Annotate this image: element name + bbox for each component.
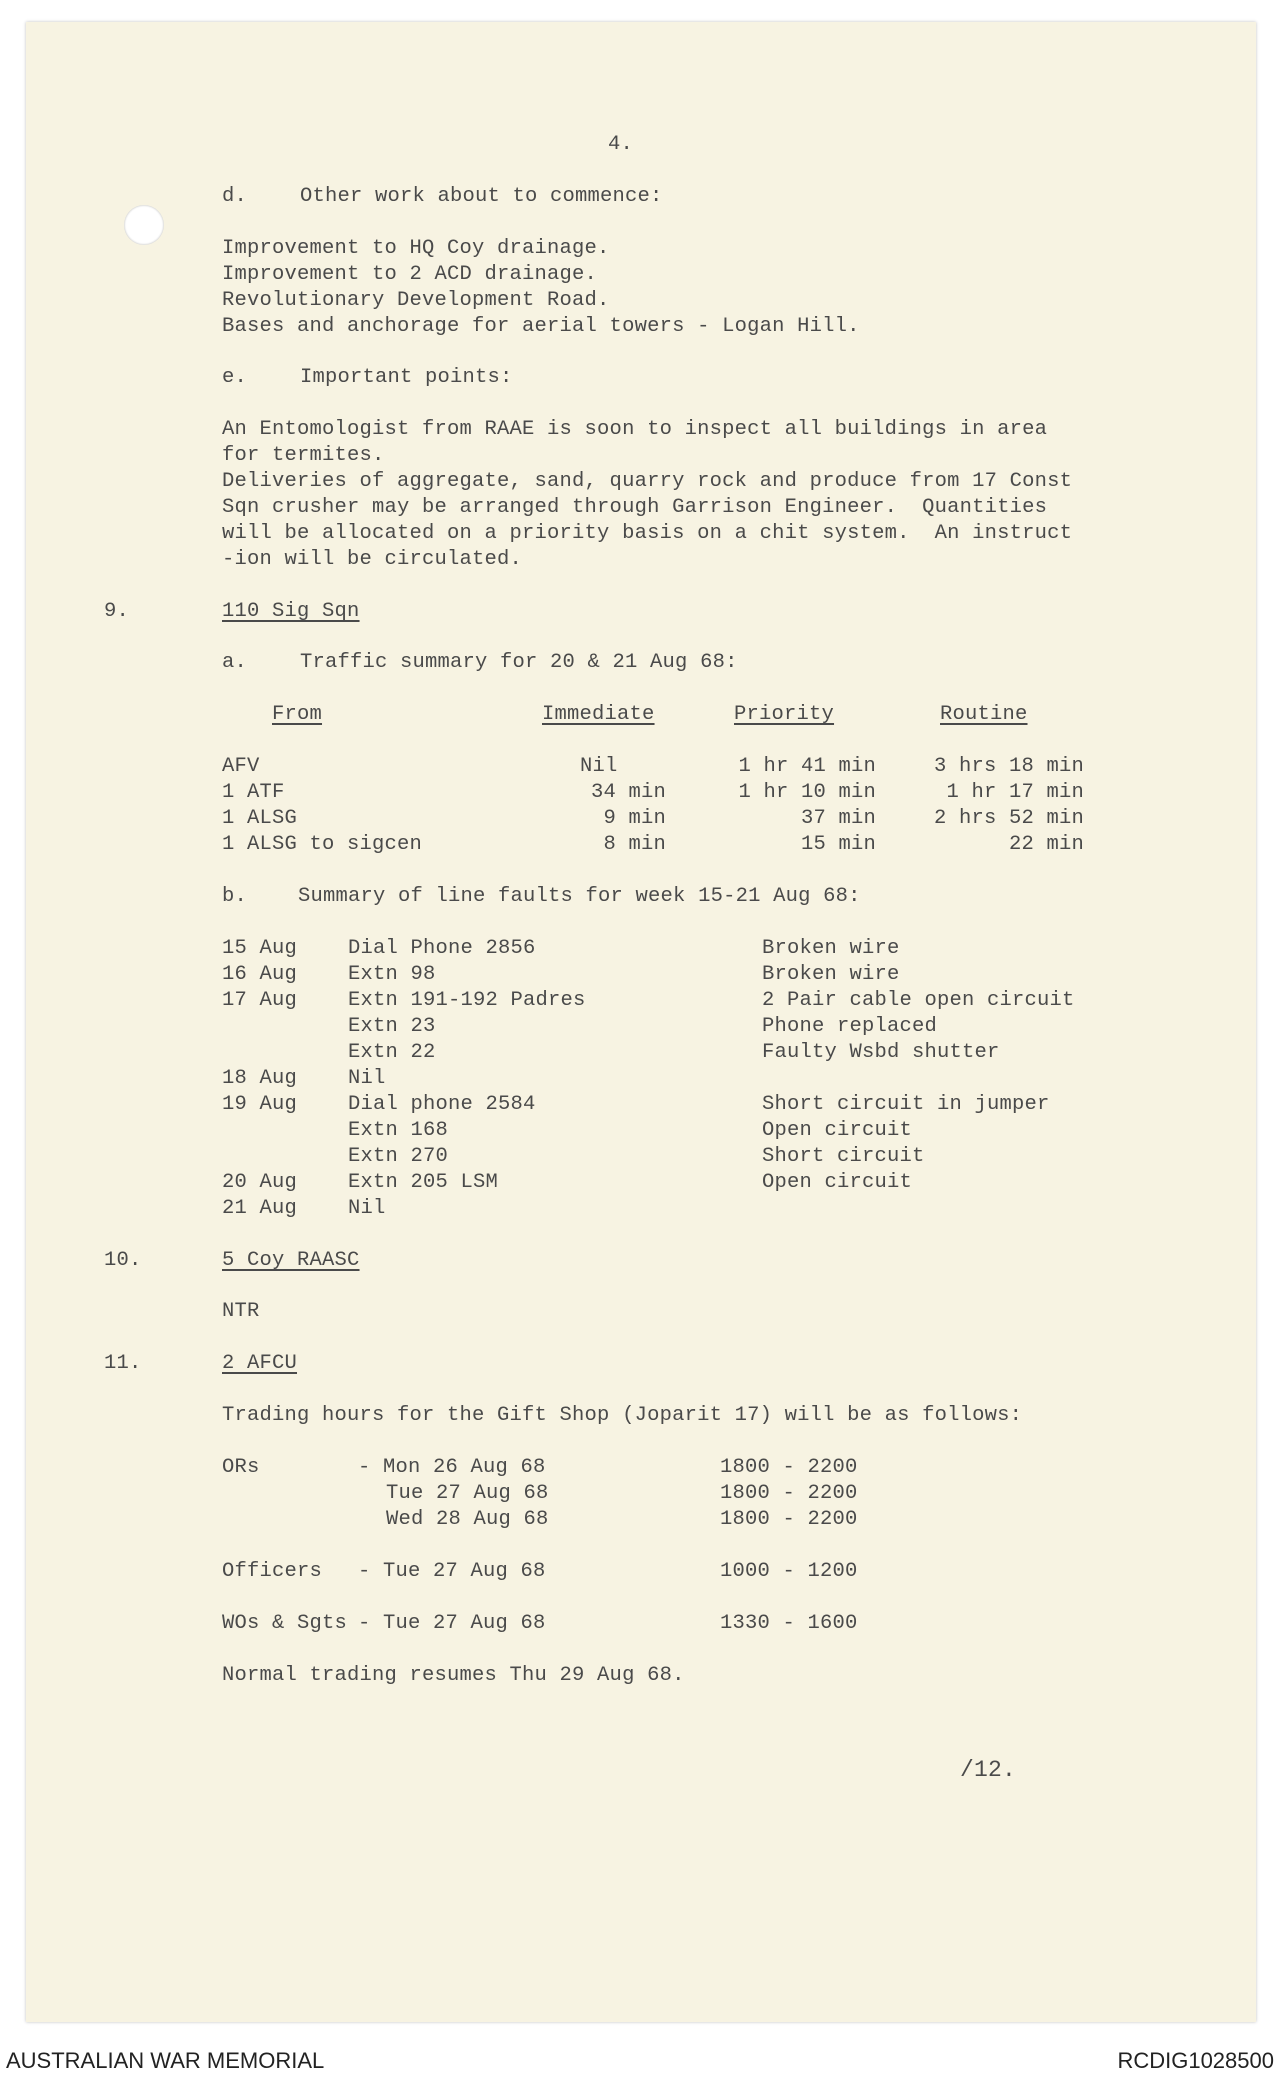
line-faults-label: b.: [222, 885, 248, 908]
traffic-routine: 22 min: [1008, 833, 1084, 856]
fault-extension: Extn 205 LSM: [348, 1171, 499, 1194]
fault-extension: Extn 168: [348, 1119, 449, 1142]
fault-extension: Extn 23: [348, 1015, 436, 1038]
fault-date: 20 Aug: [222, 1171, 298, 1194]
traffic-col-from: From: [272, 703, 323, 726]
traffic-routine: 1 hr 17 min: [946, 781, 1084, 804]
traffic-immediate: 34 min: [590, 781, 666, 804]
traffic-routine: 2 hrs 52 min: [933, 807, 1084, 830]
item-9-title: 110 Sig Sqn: [222, 600, 360, 623]
fault-extension: Extn 98: [348, 963, 436, 986]
item-9-number: 9.: [104, 600, 130, 623]
item-10-body: NTR: [222, 1300, 260, 1323]
section-d-heading: Other work about to commence:: [300, 185, 663, 208]
punch-hole: [124, 205, 164, 245]
traffic-heading: Traffic summary for 20 & 21 Aug 68:: [300, 651, 738, 674]
traffic-col-immediate: Immediate: [542, 703, 655, 726]
traffic-immediate: 9 min: [603, 807, 666, 830]
line-faults-heading: Summary of line faults for week 15-21 Aug 68:: [298, 885, 861, 908]
schedule-hours: 1000 - 1200: [720, 1560, 858, 1583]
traffic-from: 1 ATF: [222, 781, 285, 804]
schedule-hours: 1800 - 2200: [720, 1508, 858, 1531]
fault-date: 18 Aug: [222, 1067, 298, 1090]
section-e-line: Deliveries of aggregate, sand, quarry rock and produce from 17 Const: [222, 470, 1073, 493]
schedule-date: Tue 27 Aug 68: [386, 1482, 549, 1505]
section-e-line: will be allocated on a priority basis on a chit system. An instruct: [222, 522, 1073, 545]
traffic-col-priority: Priority: [734, 703, 835, 726]
fault-description: Broken wire: [762, 963, 900, 986]
fault-description: 2 Pair cable open circuit: [762, 989, 1075, 1012]
fault-date: 21 Aug: [222, 1197, 298, 1220]
fault-date: 16 Aug: [222, 963, 298, 986]
schedule-date: - Tue 27 Aug 68: [358, 1612, 546, 1635]
fault-date: 15 Aug: [222, 937, 298, 960]
traffic-from: 1 ALSG: [222, 807, 298, 830]
section-e-label: e.: [222, 366, 248, 389]
section-e-line: for termites.: [222, 444, 385, 467]
fault-description: Open circuit: [762, 1171, 913, 1194]
fault-description: Phone replaced: [762, 1015, 938, 1038]
schedule-group: Officers: [222, 1560, 323, 1583]
section-e-line: -ion will be circulated.: [222, 548, 523, 571]
section-d-item: Improvement to 2 ACD drainage.: [222, 263, 598, 286]
schedule-group: WOs & Sgts: [222, 1612, 348, 1635]
item-10-title: 5 Coy RAASC: [222, 1249, 360, 1272]
traffic-immediate: 8 min: [603, 833, 666, 856]
fault-extension: Extn 270: [348, 1145, 449, 1168]
traffic-routine: 3 hrs 18 min: [933, 755, 1084, 778]
section-d-label: d.: [222, 185, 248, 208]
section-d-item: Revolutionary Development Road.: [222, 289, 610, 312]
fault-extension: Extn 191-192 Padres: [348, 989, 586, 1012]
schedule-hours: 1330 - 1600: [720, 1612, 858, 1635]
traffic-label: a.: [222, 651, 248, 674]
fault-description: Short circuit: [762, 1145, 925, 1168]
document-page: [26, 22, 1256, 2022]
fault-description: Broken wire: [762, 937, 900, 960]
section-e-line: Sqn crusher may be arranged through Garrison Engineer. Quantities: [222, 496, 1048, 519]
section-d-item: Improvement to HQ Coy drainage.: [222, 237, 610, 260]
traffic-from: 1 ALSG to sigcen: [222, 833, 423, 856]
schedule-hours: 1800 - 2200: [720, 1482, 858, 1505]
fault-extension: Nil: [348, 1067, 386, 1090]
item-11-title: 2 AFCU: [222, 1352, 298, 1375]
traffic-priority: 1 hr 10 min: [738, 781, 876, 804]
section-d-item: Bases and anchorage for aerial towers - Logan Hill.: [222, 315, 860, 338]
fault-extension: Extn 22: [348, 1041, 436, 1064]
page-number: 4.: [608, 133, 634, 156]
fault-date: 17 Aug: [222, 989, 298, 1012]
fault-extension: Nil: [348, 1197, 386, 1220]
section-e-line: An Entomologist from RAAE is soon to inspect all buildings in area: [222, 418, 1048, 441]
footer-right: RCDIG1028500: [1117, 2048, 1274, 2073]
schedule-date: - Tue 27 Aug 68: [358, 1560, 546, 1583]
item-11-intro: Trading hours for the Gift Shop (Joparit 17) will be as follows:: [222, 1404, 1023, 1427]
fault-extension: Dial phone 2584: [348, 1093, 536, 1116]
schedule-date: - Mon 26 Aug 68: [358, 1456, 546, 1479]
item-11-closing: Normal trading resumes Thu 29 Aug 68.: [222, 1664, 685, 1687]
schedule-group: ORs: [222, 1456, 260, 1479]
traffic-priority: 37 min: [800, 807, 876, 830]
traffic-from: AFV: [222, 755, 260, 778]
next-page-marker: /12.: [960, 1757, 1017, 1783]
fault-description: Short circuit in jumper: [762, 1093, 1050, 1116]
footer-left: AUSTRALIAN WAR MEMORIAL: [6, 2048, 325, 2073]
item-10-number: 10.: [104, 1249, 142, 1272]
item-11-number: 11.: [104, 1352, 142, 1375]
traffic-priority: 15 min: [800, 833, 876, 856]
section-e-heading: Important points:: [300, 366, 513, 389]
traffic-col-routine: Routine: [940, 703, 1028, 726]
fault-date: 19 Aug: [222, 1093, 298, 1116]
traffic-priority: 1 hr 41 min: [738, 755, 876, 778]
fault-description: Open circuit: [762, 1119, 913, 1142]
schedule-date: Wed 28 Aug 68: [386, 1508, 549, 1531]
fault-description: Faulty Wsbd shutter: [762, 1041, 1000, 1064]
traffic-immediate: Nil: [580, 755, 618, 778]
schedule-hours: 1800 - 2200: [720, 1456, 858, 1479]
fault-extension: Dial Phone 2856: [348, 937, 536, 960]
